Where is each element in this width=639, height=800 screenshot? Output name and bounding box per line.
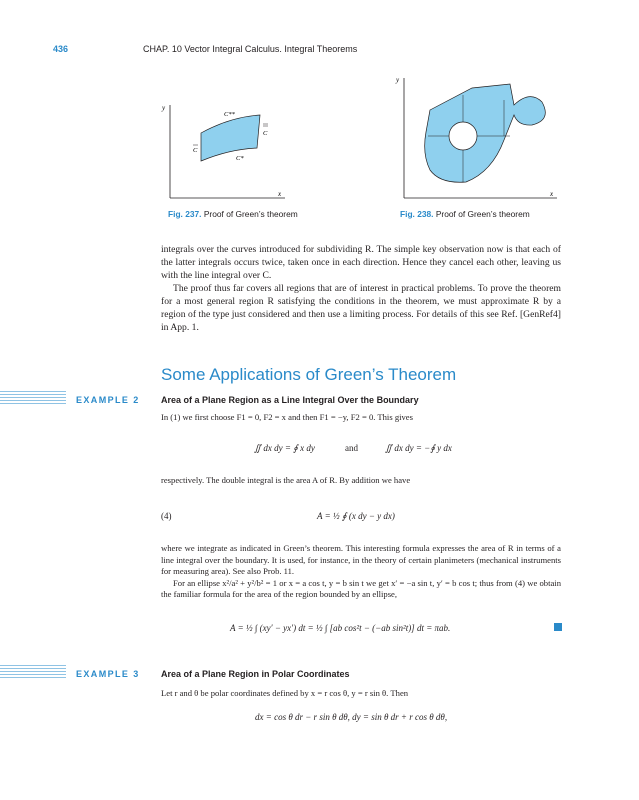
label-c-double-tilde: C [263,130,268,137]
example-2-title: Area of a Plane Region as a Line Integral Over the Boundary [161,395,419,405]
label-c-double-star: C** [224,111,235,118]
label-c-star: C* [236,155,244,162]
paragraph-2: The proof thus far covers all regions that are of interest in practical problems. To prove the theorem for a most general region R satisfying the conditions in the theorem, we must approximate R by a region of the type just considered and then use a limiting process. For details of this see Ref. [GenRef4] in App. 1. [161,283,561,333]
example-2-body [161,543,561,601]
label-c-tilde: C [193,147,198,154]
equation-5: A = ½ ∫ (xy′ − yx′) dt = ½ ∫ [ab cos²t − (−ab sin²t)] dt = πab. [230,623,451,633]
example-3-title: Area of a Plane Region in Polar Coordinates [161,669,350,679]
equation-4-number: (4) [161,511,172,521]
figure-238 [392,70,562,205]
fig237-y-label: y [162,104,166,112]
equation-b: ∬ dx dy = −∮ y dx [385,443,452,453]
example-3-rule [0,665,66,680]
fig237-x-label: x [278,190,282,198]
fig237-caption-text: Proof of Green’s theorem [203,209,298,219]
example-2-rule [0,391,66,406]
equation-a: ∬ dx dy = ∮ x dy [254,443,315,453]
equation-and: and [345,443,358,453]
qed-square [554,623,562,631]
region-r [425,84,546,182]
fig237-caption [168,209,298,219]
running-head: CHAP. 10 Vector Integral Calculus. Integral Theorems [143,44,358,54]
fig238-number: Fig. 238. [400,209,434,219]
example-3-intro: Let r and θ be polar coordinates defined by x = r cos θ, y = r sin θ. Then [161,688,409,698]
figure-237 [150,95,290,205]
example-3-equation: dx = cos θ dr − r sin θ dθ, dy = sin θ dr + r cos θ dθ, [255,712,448,722]
example-2-where: where we integrate as indicated in Green’s theorem. This interesting formula expresses the area of R in terms of a line integral over the boundary. It is used, for instance, in the theory of certain planimeters (mechanical instruments for measuring area). See also Prob. 11. [161,543,561,576]
example-2-intro: In (1) we first choose F1 = 0, F2 = x and then F1 = −y, F2 = 0. This gives [161,412,413,422]
example-2-ellipse: For an ellipse x²/a² + y²/b² = 1 or x = a cos t, y = b sin t we get x′ = −a sin t, y′ = b cos t; thus from (4) we obtain the familiar formula for the area of the region bounded by an ellipse, [161,577,561,599]
region-r [201,115,260,161]
fig238-y-label: y [396,76,400,84]
fig237-number: Fig. 237. [168,209,202,219]
paragraph-1: integrals over the curves introduced for subdividing R. The simple key observation now is that each of the latter integrals occurs twice, taken once in each direction. Hence they cancel each other, leaving us with the line integral over C. [161,244,561,281]
fig238-x-label: x [550,190,554,198]
proof-text [161,243,561,334]
fig238-caption-text: Proof of Green’s theorem [435,209,530,219]
section-title: Some Applications of Green’s Theorem [161,365,457,384]
hole [449,122,477,150]
example-2-respectively: respectively. The double integral is the area A of R. By addition we have [161,475,411,485]
fig238-caption [400,209,530,219]
equation-4: A = ½ ∮ (x dy − y dx) [317,511,395,521]
example-2-label: EXAMPLE 2 [76,395,140,405]
example-3-label: EXAMPLE 3 [76,669,140,679]
page-number: 436 [53,44,69,54]
